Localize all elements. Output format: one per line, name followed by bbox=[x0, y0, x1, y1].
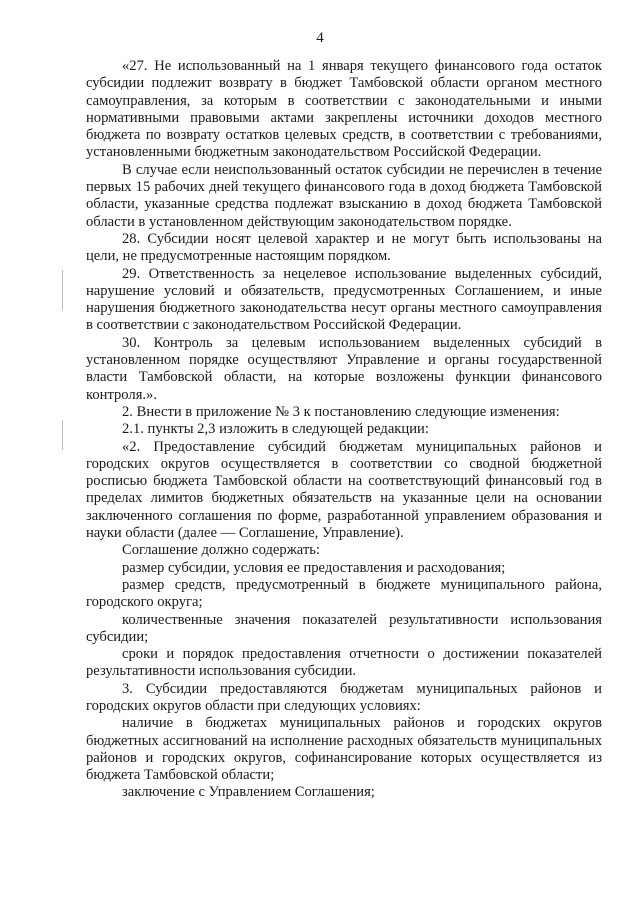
paragraph-29: 29. Ответственность за нецелевое использование выделенных субсидий, нарушение условий и обязательств, предусмотренных Соглашением, и иные нарушения бюджетного законодательства несут органы местного самоуправления в соответствии с законодательством Российской Федерации. bbox=[86, 265, 602, 334]
paragraph-amendment-2-1: 2.1. пункты 2,3 изложить в следующей редакции: bbox=[122, 421, 429, 438]
list-item-agreement: заключение с Управлением Соглашения; bbox=[122, 784, 375, 801]
list-item-subsidy-size: размер субсидии, условия ее предоставления и расходования; bbox=[122, 559, 506, 576]
paragraph-27-continued: В случае если неиспользованный остаток субсидии не перечислен в течение первых 15 рабочих дней текущего финансового года в доход бюджета Тамбовской области, указанные средства подлежат взысканию в доход бюджета Тамбовской области в установленном действующим законодательством порядке. bbox=[86, 161, 602, 230]
margin-line bbox=[62, 270, 63, 310]
paragraph-agreement-intro: Соглашение должно содержать: bbox=[122, 542, 320, 559]
list-item-budget-allocations: наличие в бюджетах муниципальных районов и городских округов бюджетных ассигнований на исполнение расходных обязательств муниципальных районов и городских округов, софинансирование которых осуществляется из бюджета Тамбовской области; bbox=[86, 715, 602, 784]
paragraph-27: «27. Не использованный на 1 января текущего финансового года остаток субсидии подлежит возврату в бюджет Тамбовской области органом местного самоуправления, за которым в соответствии с законодательными и иными нормативными правовыми актами закреплены источники доходов местного бюджета по возврату остатков целевых средств, в соответствии с требованиями, установленными бюджетным законодательством Российской Федерации. bbox=[86, 58, 602, 161]
list-item-budget-amount: размер средств, предусмотренный в бюджете муниципального района, городского округа; bbox=[86, 576, 602, 611]
margin-line bbox=[62, 420, 63, 450]
paragraph-new-3: 3. Субсидии предоставляются бюджетам муниципальных районов и городских округов области при следующих условиях: bbox=[86, 680, 602, 714]
page-number: 4 bbox=[316, 30, 324, 46]
paragraph-new-2: «2. Предоставление субсидий бюджетам муниципальных районов и городских округов осуществляется в соответствии со сводной бюджетной росписью бюджета Тамбовской области на соответствующий финансовый год в пределах лимитов бюджетных обязательств на указанные цели на основании заключенного соглашения по форме, разработанной управлением образования и науки области (далее — Соглашение, Управление). bbox=[86, 438, 602, 542]
paragraph-28: 28. Субсидии носят целевой характер и не могут быть использованы на цели, не предусмотренные настоящим порядком. bbox=[86, 230, 602, 265]
paragraph-30: 30. Контроль за целевым использованием выделенных субсидий в установленном порядке осуществляют Управление и органы государственной власти Тамбовской области, на которые возложены функции финансового контроля.». bbox=[86, 334, 602, 403]
document-body bbox=[86, 58, 602, 802]
list-item-reporting: сроки и порядок предоставления отчетности о достижении показателей результативности использования субсидии. bbox=[86, 646, 602, 680]
paragraph-amendment-2: 2. Внести в приложение № 3 к постановлению следующие изменения: bbox=[122, 403, 560, 420]
list-item-indicators: количественные значения показателей результативности использования субсидии; bbox=[86, 611, 602, 645]
